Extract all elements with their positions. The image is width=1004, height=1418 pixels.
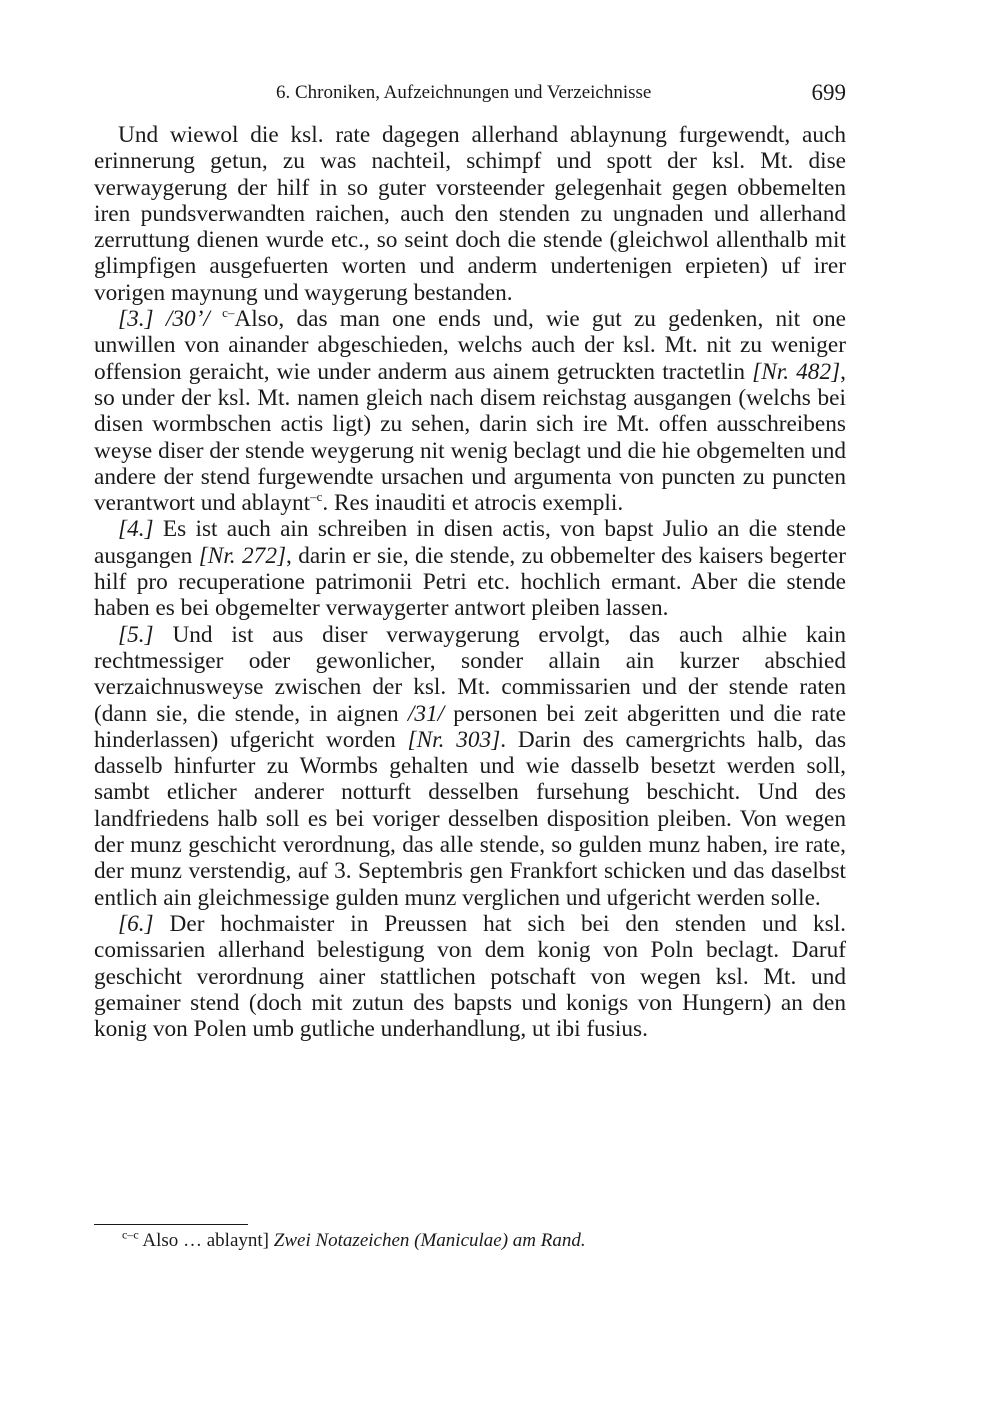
text-run: personen bei zeit abgeritten und die rate hinderlassen) ufgericht worden [94, 700, 846, 753]
folio-marker: /31/ [407, 700, 445, 727]
section-label: [5.] [118, 621, 154, 648]
cross-reference: [Nr. 303] [407, 726, 501, 753]
text-run: , darin er sie, die stende, zu obbemelter des kaisers begerter hilf pro recuperatione patrimonii Petri etc. hochlich ermant. Aber die stende haben es bei obgemelter verwaygerter antwort pleiben lassen. [94, 542, 847, 622]
main-text [94, 122, 846, 1042]
paragraph-3 [94, 306, 846, 516]
paragraph-5 [94, 622, 846, 911]
paragraph-6 [94, 911, 846, 1042]
footnote-note: Zwei Notazeichen (Maniculae) am Rand. [273, 1230, 586, 1251]
text-run: Also, das man one ends und, wie gut zu gedenken, nit one unwillen von ainander abgeschieden, welchs auch der ksl. Mt. nit zu weniger offension geraicht, wie under anderm aus ainem getruckten tractetlin [94, 306, 847, 385]
footnote-rule [94, 1224, 248, 1225]
paragraph-4 [94, 516, 846, 621]
text-run: , so under der ksl. Mt. namen gleich nach disem reichstag ausgangen (welchs bei disen wormbschen actis ligt) zu sehen, darin sich ire Mt. offen ausschreibens weyse diser der stende weygerung nit wenig beclagt und die hie obgemelten und andere der stend furgewendte ursachen und argumenta von puncten zu puncten verantwort und ablaynt [94, 358, 846, 517]
text-run: Der hochmaister in Preussen hat sich bei den stenden und ksl. comissarien allerhand belestigung von dem konig von Poln beclagt. Daruf geschicht verordnung ainer stattlichen potschaft von wegen ksl. Mt. und gemainer stend (doch mit zutun des bapsts und konigs von Hungern) an den konig von Polen umb gutliche underhandlung, ut ibi fusius. [94, 910, 846, 1043]
running-header [94, 80, 846, 110]
paragraph-1: Und wiewol die ksl. rate dagegen allerhand ablaynung furgewendt, auch erinnerung getun, zu was nachteil, schimpf und spott der ksl. Mt. dise verwaygerung der hilf in so guter vorsteender gelegenhait gegen obbemelten iren pundsverwandten raichen, auch den stenden zu ungnaden und allerhand zerruttung dienen wurde etc., so seint doch die stende (gleichwol allenthalb mit glimpfigen ausgefuerten worten und anderm undertenigen erpieten) uf irer vorigen maynung und waygerung bestanden. [94, 122, 846, 306]
text-run: Und ist aus diser verwaygerung ervolgt, das auch alhie kain rechtmessiger oder gewonlicher, sonder allain ain kurzer abschied verzaichnusweyse zwischen der ksl. Mt. commissarien und der stende raten (dann sie, die stende, in aignen [94, 621, 846, 727]
footnote-marker-open: c– [222, 305, 235, 321]
footnote [122, 1229, 842, 1253]
cross-reference: [Nr. 482] [752, 358, 841, 385]
text-run: Es ist auch ain schreiben in disen actis, von bapst Julio an die stende ausgangen [94, 516, 846, 569]
section-label: [3.] /30’/ [118, 306, 210, 333]
section-label: [6.] [118, 910, 154, 937]
page-number: 699 [811, 80, 846, 105]
text-run: . Darin des camergrichts halb, das dasselb hinfurter zu Wormbs gehalten und wie dasselb besetzt werden soll, sambt etlicher anderer notturft desselben fursehung beschicht. Und des landfriedens halb soll es bei voriger desselben disposition pleiben. Von wegen der munz geschicht verordnung, das alle stende, so gulden munz haben, ire rate, der munz verstendig, auf 3. Septembris gen Frankfort schicken und das daselbst entlich ain gleichmessige gulden munz verglichen und ufgericht werden solle. [94, 726, 847, 911]
footnote-lemma: Also … ablaynt] [138, 1230, 274, 1251]
footnote-marker-close: –c [310, 489, 323, 505]
cross-reference: [Nr. 272] [198, 542, 287, 569]
text-run: . Res inauditi et atrocis exempli. [322, 490, 624, 517]
section-label: [4.] [118, 516, 154, 543]
running-title: 6. Chroniken, Aufzeichnungen und Verzeichnisse [276, 82, 652, 103]
footnote-mark: c–c [122, 1227, 139, 1242]
